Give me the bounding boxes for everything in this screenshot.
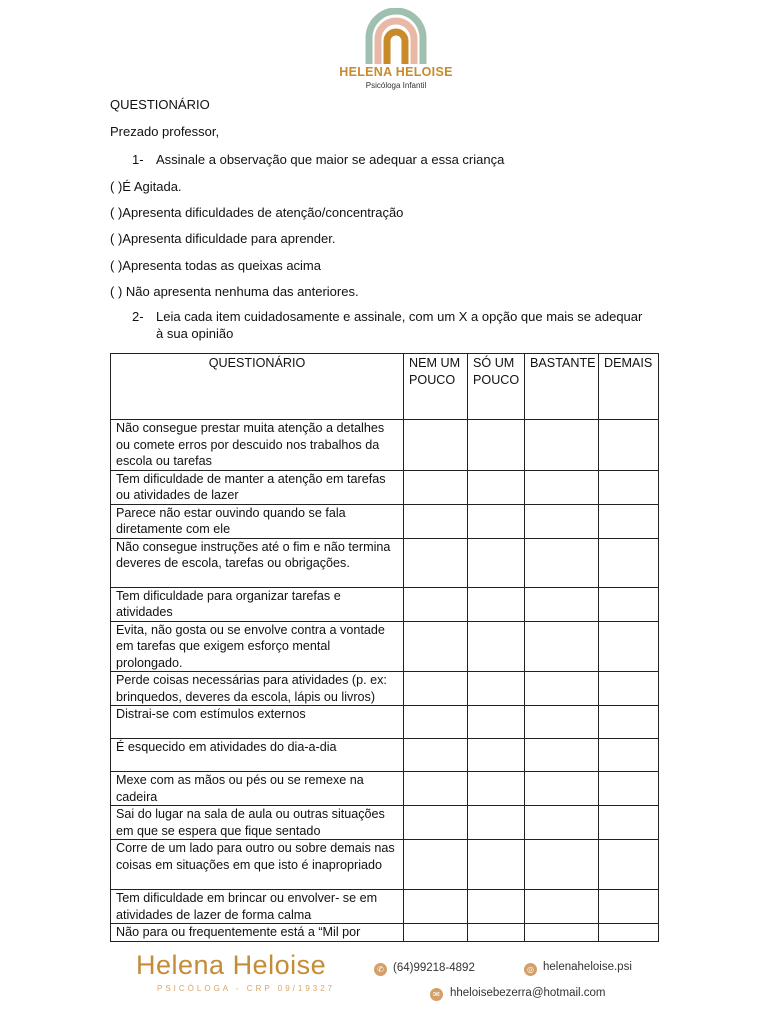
answer-cell[interactable] bbox=[404, 672, 468, 706]
answer-cell[interactable] bbox=[525, 840, 599, 890]
table-row bbox=[111, 504, 659, 538]
table-row bbox=[111, 621, 659, 672]
header-not-at-all: NEM UM POUCO bbox=[404, 354, 468, 420]
table-row bbox=[111, 538, 659, 587]
answer-cell[interactable] bbox=[525, 538, 599, 587]
option-attention: ( )Apresenta dificuldades de atenção/concentração bbox=[110, 205, 404, 220]
answer-cell[interactable] bbox=[599, 706, 659, 739]
answer-cell[interactable] bbox=[525, 924, 599, 942]
answer-cell[interactable] bbox=[599, 470, 659, 504]
footer-email: hheloisebezerra@hotmail.com bbox=[450, 987, 606, 999]
header-quite: BASTANTE bbox=[525, 354, 599, 420]
footer-instagram: helenaheloise.psi bbox=[543, 961, 632, 973]
question-text: Distrai-se com estímulos externos bbox=[111, 706, 404, 739]
answer-cell[interactable] bbox=[404, 420, 468, 471]
question-text: Não consegue instruções até o fim e não termina deveres de escola, tarefas ou obrigações. bbox=[111, 538, 404, 587]
item-1-text: Assinale a observação que maior se adequar a essa criança bbox=[156, 152, 505, 167]
question-text: Evita, não gosta ou se envolve contra a vontade em tarefas que exigem esforço mental prolongado. bbox=[111, 621, 404, 672]
answer-cell[interactable] bbox=[599, 890, 659, 924]
logo-name: HELENA HELOISE bbox=[339, 65, 453, 79]
answer-cell[interactable] bbox=[468, 772, 525, 806]
table-row bbox=[111, 772, 659, 806]
answer-cell[interactable] bbox=[468, 706, 525, 739]
rainbow-logo-icon bbox=[361, 8, 431, 66]
footer-name: Helena Heloise bbox=[136, 950, 327, 980]
table-row bbox=[111, 587, 659, 621]
answer-cell[interactable] bbox=[404, 890, 468, 924]
answer-cell[interactable] bbox=[468, 504, 525, 538]
answer-cell[interactable] bbox=[404, 470, 468, 504]
answer-cell[interactable] bbox=[599, 538, 659, 587]
question-text: Não consegue prestar muita atenção a detalhes ou comete erros por descuido nos trabalhos da escola ou tarefas bbox=[111, 420, 404, 471]
question-text: Tem dificuldade de manter a atenção em tarefas ou atividades de lazer bbox=[111, 470, 404, 504]
answer-cell[interactable] bbox=[468, 470, 525, 504]
table-row bbox=[111, 924, 659, 942]
answer-cell[interactable] bbox=[599, 621, 659, 672]
whatsapp-icon: ✆ bbox=[374, 963, 387, 976]
question-text: Não para ou frequentemente está a “Mil por bbox=[111, 924, 404, 942]
answer-cell[interactable] bbox=[525, 470, 599, 504]
answer-cell[interactable] bbox=[468, 538, 525, 587]
table-row bbox=[111, 806, 659, 840]
answer-cell[interactable] bbox=[525, 739, 599, 772]
item-1-number: 1- bbox=[132, 152, 144, 167]
question-text: Tem dificuldade em brincar ou envolver- se em atividades de lazer de forma calma bbox=[111, 890, 404, 924]
answer-cell[interactable] bbox=[404, 840, 468, 890]
question-text: É esquecido em atividades do dia-a-dia bbox=[111, 739, 404, 772]
table-row bbox=[111, 890, 659, 924]
document-heading: QUESTIONÁRIO bbox=[110, 97, 210, 112]
footer-phone: (64)99218-4892 bbox=[393, 962, 475, 974]
answer-cell[interactable] bbox=[599, 420, 659, 471]
answer-cell[interactable] bbox=[525, 420, 599, 471]
option-none: ( ) Não apresenta nenhuma das anteriores. bbox=[110, 284, 359, 299]
answer-cell[interactable] bbox=[468, 924, 525, 942]
answer-cell[interactable] bbox=[599, 739, 659, 772]
question-text: Perde coisas necessárias para atividades (p. ex: brinquedos, deveres da escola, lápis ou livros) bbox=[111, 672, 404, 706]
table-header-row bbox=[111, 354, 659, 420]
table-row bbox=[111, 840, 659, 890]
answer-cell[interactable] bbox=[468, 672, 525, 706]
table-row bbox=[111, 470, 659, 504]
answer-cell[interactable] bbox=[468, 420, 525, 471]
answer-cell[interactable] bbox=[599, 772, 659, 806]
header-a-little: SÓ UM POUCO bbox=[468, 354, 525, 420]
item-2-number: 2- bbox=[132, 309, 144, 324]
answer-cell[interactable] bbox=[525, 806, 599, 840]
answer-cell[interactable] bbox=[404, 739, 468, 772]
question-text: Corre de um lado para outro ou sobre demais nas coisas em situações em que isto é inapropriado bbox=[111, 840, 404, 890]
logo-subtitle: Psicóloga Infantil bbox=[365, 81, 427, 90]
item-2-text: Leia cada item cuidadosamente e assinale, com um X a opção que mais se adequar à sua opinião bbox=[156, 309, 643, 341]
page-footer bbox=[0, 946, 768, 1006]
answer-cell[interactable] bbox=[525, 890, 599, 924]
answer-cell[interactable] bbox=[404, 706, 468, 739]
answer-cell[interactable] bbox=[404, 504, 468, 538]
answer-cell[interactable] bbox=[525, 706, 599, 739]
option-agitated: ( )É Agitada. bbox=[110, 179, 182, 194]
option-learning: ( )Apresenta dificuldade para aprender. bbox=[110, 231, 336, 246]
table-row bbox=[111, 672, 659, 706]
table-row bbox=[111, 739, 659, 772]
answer-cell[interactable] bbox=[525, 504, 599, 538]
header-very-much: DEMAIS bbox=[599, 354, 659, 420]
answer-cell[interactable] bbox=[468, 739, 525, 772]
question-text: Parece não estar ouvindo quando se fala diretamente com ele bbox=[111, 504, 404, 538]
header-question: QUESTIONÁRIO bbox=[111, 354, 404, 420]
question-text: Tem dificuldade para organizar tarefas e atividades bbox=[111, 587, 404, 621]
answer-cell[interactable] bbox=[525, 587, 599, 621]
answer-cell[interactable] bbox=[525, 621, 599, 672]
instagram-icon: ◎ bbox=[524, 963, 537, 976]
question-text: Sai do lugar na sala de aula ou outras situações em que se espera que fique sentado bbox=[111, 806, 404, 840]
answer-cell[interactable] bbox=[468, 890, 525, 924]
questionnaire-table bbox=[110, 353, 659, 942]
answer-cell[interactable] bbox=[404, 621, 468, 672]
email-icon: ✉ bbox=[430, 988, 443, 1001]
answer-cell[interactable] bbox=[599, 587, 659, 621]
question-text: Mexe com as mãos ou pés ou se remexe na cadeira bbox=[111, 772, 404, 806]
answer-cell[interactable] bbox=[599, 924, 659, 942]
answer-cell[interactable] bbox=[468, 587, 525, 621]
answer-cell[interactable] bbox=[599, 806, 659, 840]
answer-cell[interactable] bbox=[404, 587, 468, 621]
option-all: ( )Apresenta todas as queixas acima bbox=[110, 258, 321, 273]
answer-cell[interactable] bbox=[468, 840, 525, 890]
answer-cell[interactable] bbox=[599, 840, 659, 890]
answer-cell[interactable] bbox=[404, 772, 468, 806]
answer-cell[interactable] bbox=[599, 504, 659, 538]
answer-cell[interactable] bbox=[525, 772, 599, 806]
answer-cell[interactable] bbox=[404, 924, 468, 942]
answer-cell[interactable] bbox=[525, 672, 599, 706]
footer-credential: PSICÓLOGA - CRP 09/19327 bbox=[157, 984, 336, 993]
answer-cell[interactable] bbox=[468, 621, 525, 672]
table-row bbox=[111, 420, 659, 471]
answer-cell[interactable] bbox=[599, 672, 659, 706]
brand-logo bbox=[338, 8, 454, 96]
table-row bbox=[111, 706, 659, 739]
answer-cell[interactable] bbox=[468, 806, 525, 840]
answer-cell[interactable] bbox=[404, 806, 468, 840]
greeting: Prezado professor, bbox=[110, 124, 220, 139]
answer-cell[interactable] bbox=[404, 538, 468, 587]
